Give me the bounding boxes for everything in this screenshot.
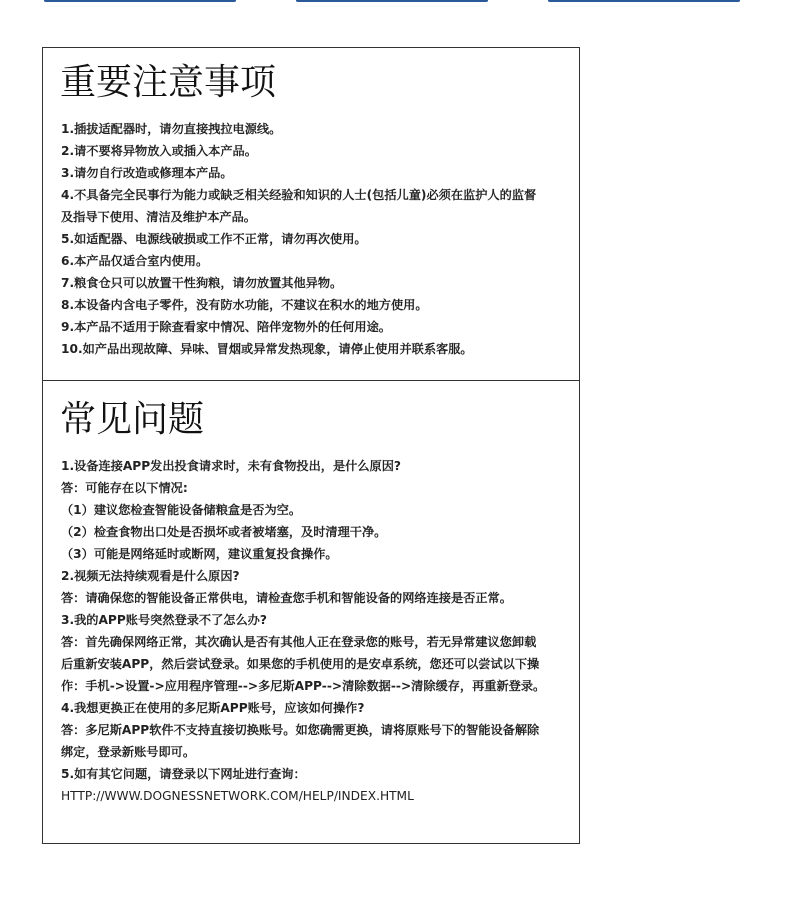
notice-line: 5.如适配器、电源线破损或工作不正常，请勿再次使用。 — [61, 232, 367, 246]
notice-line: 9.本产品不适用于除查看家中情况、陪伴宠物外的任何用途。 — [61, 320, 391, 334]
notice-title: 重要注意事项 — [60, 62, 277, 103]
notice-line: 10.如产品出现故障、异味、冒烟或异常发热现象，请停止使用并联系客服。 — [61, 342, 473, 356]
faq-panel — [42, 380, 580, 844]
notice-line: 6.本产品仅适合室内使用。 — [61, 254, 209, 268]
faq-line: （1）建议您检查智能设备储粮盒是否为空。 — [61, 503, 302, 517]
notice-line: 4.不具备完全民事行为能力或缺乏相关经验和知识的人士(包括儿童)必须在监护人的监督 — [61, 188, 537, 202]
notice-list — [43, 118, 579, 360]
faq-line: 5.如有其它问题，请登录以下网址进行查询： — [61, 767, 306, 781]
faq-title: 常见问题 — [60, 399, 205, 440]
faq-line: 答：首先确保网络正常，其次确认是否有其他人正在登录您的账号，若无异常建议您卸载 — [61, 635, 537, 649]
notice-line: 1.插拔适配器时，请勿直接拽拉电源线。 — [61, 122, 282, 136]
faq-line: 后重新安装APP，然后尝试登录。如果您的手机使用的是安卓系统，您还可以尝试以下操 — [61, 657, 540, 671]
faq-line: （3）可能是网络延时或断网，建议重复投食操作。 — [61, 547, 338, 561]
faq-line: 3.我的APP账号突然登录不了怎么办? — [61, 613, 267, 627]
faq-line: 4.我想更换正在使用的多尼斯APP账号，应该如何操作? — [61, 701, 365, 715]
notice-panel — [42, 47, 580, 381]
faq-line: 答：多尼斯APP软件不支持直接切换账号。如您确需更换，请将原账号下的智能设备解除 — [61, 723, 540, 737]
top-box-1 — [44, 0, 236, 2]
faq-line: 作：手机->设置->应用程序管理-->多尼斯APP-->清除数据-->清除缓存，再重新登录。 — [61, 679, 546, 693]
top-box-2 — [296, 0, 488, 2]
faq-list — [43, 455, 579, 807]
faq-line: （2）检查食物出口处是否损坏或者被堵塞，及时清理干净。 — [61, 525, 387, 539]
notice-line: 8.本设备内含电子零件，没有防水功能，不建议在积水的地方使用。 — [61, 298, 428, 312]
faq-line: 答：可能存在以下情况: — [61, 481, 188, 495]
notice-line: 及指导下使用、清洁及维护本产品。 — [61, 210, 256, 224]
faq-line: 2.视频无法持续观看是什么原因? — [61, 569, 240, 583]
notice-line: 3.请勿自行改造或修理本产品。 — [61, 166, 233, 180]
faq-line: 绑定，登录新账号即可。 — [61, 745, 196, 759]
faq-line: 答：请确保您的智能设备正常供电，请检查您手机和智能设备的网络连接是否正常。 — [61, 591, 512, 605]
help-url-text: HTTP://WWW.DOGNESSNETWORK.COM/HELP/INDEX.HTML — [61, 789, 414, 803]
faq-line: 1.设备连接APP发出投食请求时，未有食物投出，是什么原因? — [61, 459, 401, 473]
notice-line: 7.粮食仓只可以放置干性狗粮，请勿放置其他异物。 — [61, 276, 343, 290]
top-box-3 — [548, 0, 740, 2]
notice-line: 2.请不要将异物放入或插入本产品。 — [61, 144, 257, 158]
